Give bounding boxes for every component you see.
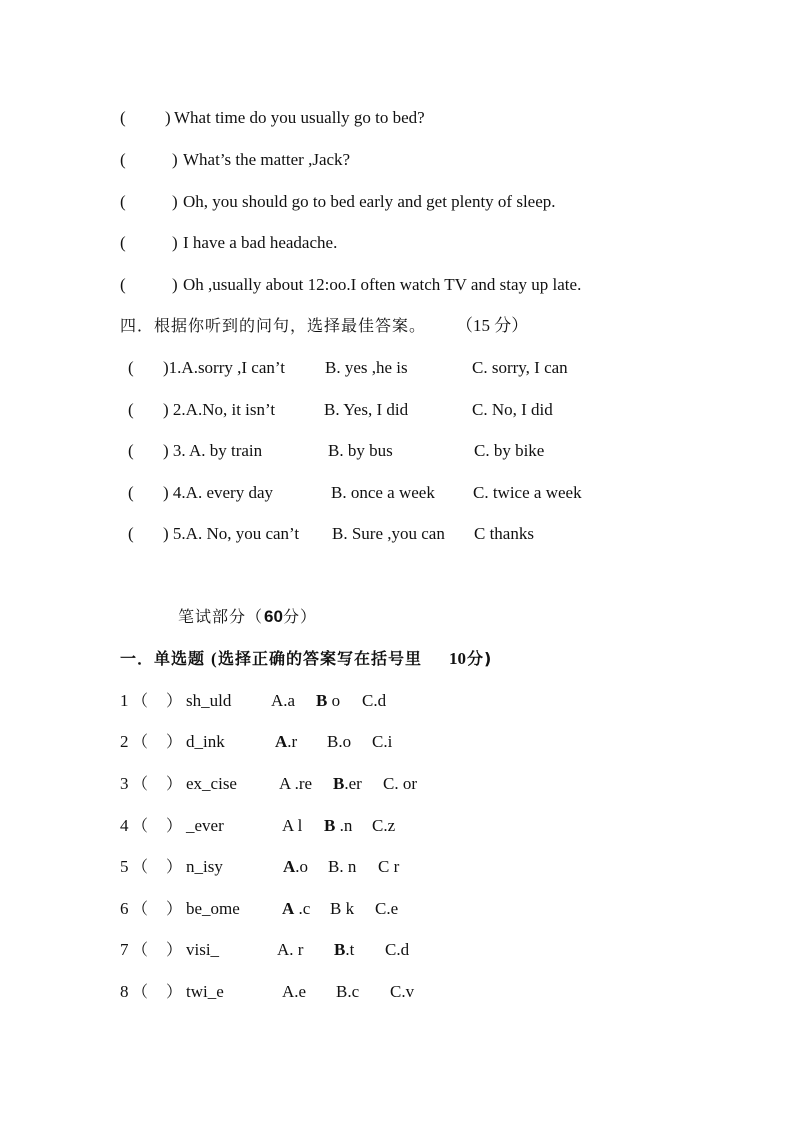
answer-paren-close: ) (172, 233, 178, 252)
dialogue-text: Oh ,usually about 12:oo.I often watch TV and stay up late. (183, 275, 582, 294)
item-word: _ever (186, 816, 224, 835)
option-b-value: .t (345, 940, 355, 959)
option-a: A. r (277, 940, 304, 959)
item-word: visi_ (186, 940, 220, 959)
option-c: C.d (385, 940, 410, 959)
option-b-letter: B (334, 940, 346, 959)
item-word: ex_cise (186, 774, 237, 793)
option-a: A.e (282, 982, 307, 1001)
option-a: A .re (279, 774, 313, 793)
option-c: C thanks (474, 524, 534, 543)
option-a: ) 5.A. No, you can’t (163, 524, 300, 543)
answer-bracket: （ ） (132, 732, 184, 751)
option-b: B k (330, 899, 355, 918)
section-1-instruction: 选择正确的答案写在括号里 (218, 649, 423, 668)
answer-paren-open: ( (120, 275, 126, 294)
option-a (275, 732, 297, 752)
option-a: A.a (271, 691, 296, 710)
answer-paren-open: ( (120, 192, 126, 211)
option-c: C.d (362, 691, 387, 710)
option-c: C. by bike (474, 441, 545, 460)
answer-bracket: （ ） (132, 691, 184, 710)
option-c: C.e (375, 899, 399, 918)
written-title-text: 笔试部分（ (178, 607, 264, 626)
option-b (334, 940, 354, 960)
answer-paren-open: ( (128, 441, 134, 460)
item-number: 1 (120, 691, 129, 710)
option-a-value: .o (295, 857, 309, 876)
option-b: B. yes ,he is (325, 358, 408, 377)
item-word: be_ome (186, 899, 240, 918)
answer-bracket: （ ） (132, 816, 184, 835)
item-number: 8 (120, 982, 129, 1001)
option-a: ) 3. A. by train (163, 441, 263, 460)
written-title-end: 分） (283, 607, 318, 626)
option-c: C. twice a week (473, 483, 582, 502)
option-b: B. Yes, I did (324, 400, 409, 419)
option-b (316, 691, 340, 711)
dialogue-text: What time do you usually go to bed? (174, 108, 425, 127)
item-word: twi_e (186, 982, 224, 1001)
option-a-value: .r (287, 732, 298, 751)
answer-paren-open: ( (128, 400, 134, 419)
option-b: B. once a week (331, 483, 435, 502)
section-1-title: 一．单选题 (120, 649, 206, 668)
answer-paren-open: ( (128, 524, 134, 543)
option-a (283, 857, 308, 877)
dialogue-text: Oh, you should go to bed early and get plenty of sleep. (183, 192, 556, 211)
option-a-letter: A (282, 899, 295, 918)
option-a (282, 899, 310, 919)
option-c: C.z (372, 816, 396, 835)
option-b-letter: B (333, 774, 345, 793)
section-4-title: 四．根据你听到的问句，选择最佳答案。 (120, 316, 427, 335)
item-number: 3 (120, 774, 129, 793)
answer-paren-open: ( (128, 483, 134, 502)
option-a: )1.A.sorry ,I can’t (163, 358, 285, 377)
dialogue-text: What’s the matter ,Jack? (183, 150, 351, 169)
option-a-letter: A (275, 732, 288, 751)
answer-paren-open: ( (120, 233, 126, 252)
answer-paren-open: ( (120, 108, 126, 127)
option-b-letter: B (324, 816, 336, 835)
written-title-score: 60 (264, 607, 283, 626)
answer-bracket: （ ） (132, 899, 184, 918)
item-number: 2 (120, 732, 129, 751)
option-b-value: o (327, 691, 341, 710)
option-b (333, 774, 362, 794)
option-a-letter: A (283, 857, 296, 876)
answer-paren-close: ) (172, 275, 178, 294)
item-number: 4 (120, 816, 129, 835)
answer-paren-close: ) (172, 192, 178, 211)
option-c: C. No, I did (472, 400, 553, 419)
answer-paren-close: ) (172, 150, 178, 169)
section-4-score: （15 分） (456, 316, 529, 335)
section-1-paren: ( (211, 649, 217, 668)
answer-bracket: （ ） (132, 857, 184, 876)
item-word: n_isy (186, 857, 223, 876)
item-number: 6 (120, 899, 129, 918)
option-b: B. Sure ,you can (332, 524, 445, 543)
option-c: C. sorry, I can (472, 358, 568, 377)
item-number: 5 (120, 857, 129, 876)
option-b: B. n (328, 857, 357, 876)
answer-paren-open: ( (128, 358, 134, 377)
option-a: A l (282, 816, 303, 835)
option-c: C r (378, 857, 400, 876)
answer-bracket: （ ） (132, 940, 184, 959)
answer-bracket: （ ） (132, 774, 184, 793)
answer-paren-close: ) (165, 108, 171, 127)
dialogue-text: I have a bad headache. (183, 233, 338, 252)
item-word: d_ink (186, 732, 225, 751)
answer-paren-open: ( (120, 150, 126, 169)
option-b: B.o (327, 732, 352, 751)
section-1-score-end: 分) (467, 649, 493, 668)
option-b-value: .n (335, 816, 353, 835)
option-b-value: .er (344, 774, 362, 793)
option-c: C.v (390, 982, 415, 1001)
section-1-score: 10 (449, 649, 466, 668)
option-b (324, 816, 352, 836)
option-c: C. or (383, 774, 417, 793)
item-number: 7 (120, 940, 129, 959)
item-word: sh_uld (186, 691, 232, 710)
option-b: B. by bus (328, 441, 393, 460)
option-a: ) 2.A.No, it isn’t (163, 400, 276, 419)
answer-bracket: （ ） (132, 982, 184, 1001)
option-a: ) 4.A. every day (163, 483, 273, 502)
option-a-value: .c (294, 899, 311, 918)
option-b-letter: B (316, 691, 328, 710)
option-b: B.c (336, 982, 360, 1001)
option-c: C.i (372, 732, 393, 751)
